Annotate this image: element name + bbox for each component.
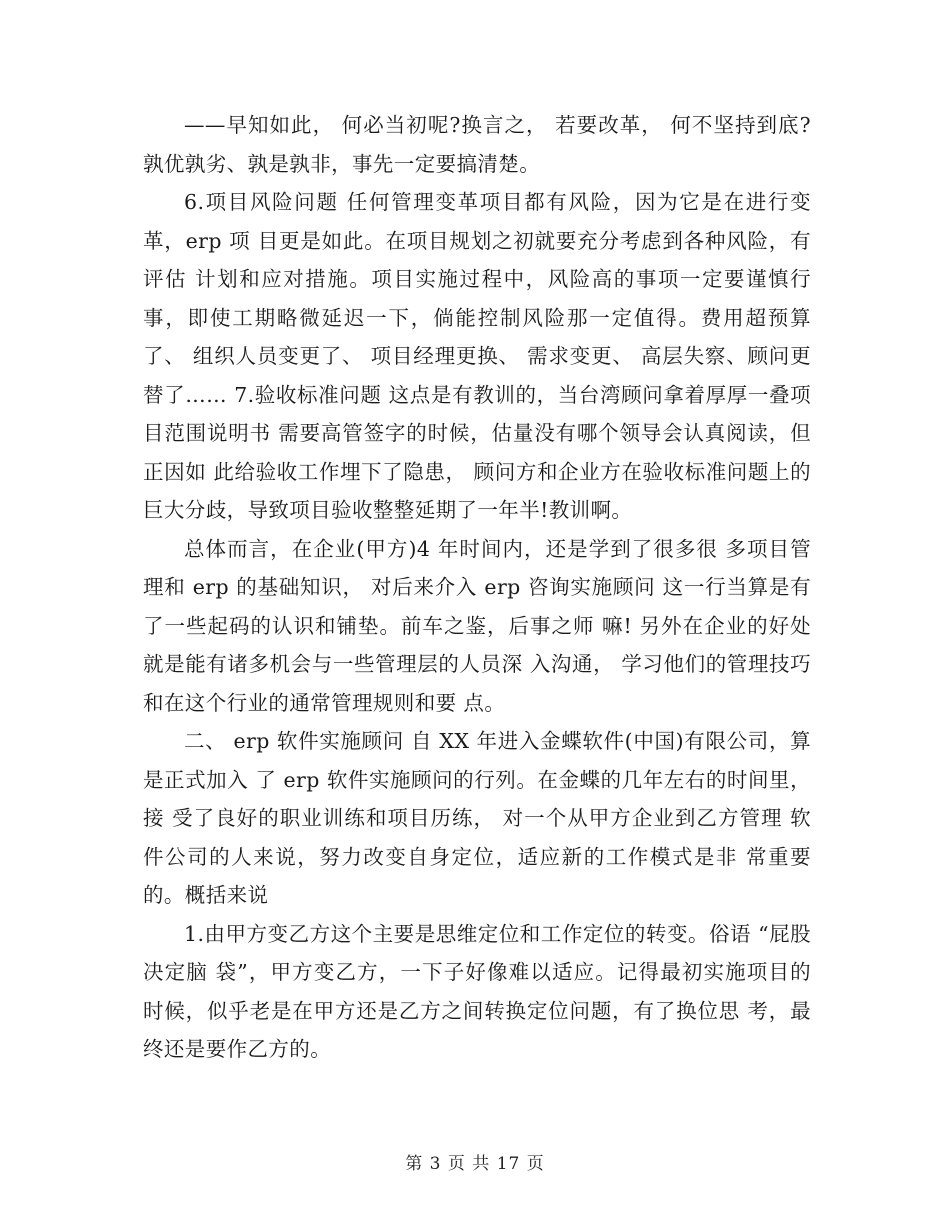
paragraph-3: 总体而言，在企业(甲方)4 年时间内，还是学到了很多很 多项目管理和 erp 的基础知识， 对后来介入 erp 咨询实施顾问 这一行当算是有了一些起码的认识和铺垫。前车之鉴，后事之师 嘛! 另外在企业的好处就是能有诸多机会与一些管理层的人员深 入沟通， 学习他们的管理技巧和在这个行业的通常管理规则和要 点。: [143, 536, 811, 715]
paragraph-4: 二、 erp 软件实施顾问 自 XX 年进入金蝶软件(中国)有限公司，算是正式加入 了 erp 软件实施顾问的行列。在金蝶的几年左右的时间里，接 受了良好的职业训练和项目历练， 对一个从甲方企业到乙方管理 软件公司的人来说，努力改变自身定位，适应新的工作模式是非 常重要的。概括来说: [143, 729, 811, 907]
page-number-footer: 第 3 页 共 17 页: [405, 1154, 545, 1174]
document-body: [143, 106, 811, 1069]
paragraph-2: 6.项目风险问题 任何管理变革项目都有风险，因为它是在进行变革，erp 项 目更是如此。在项目规划之初就要充分考虑到各种风险，有评估 计划和应对措施。项目实施过程中，风险高的事项一定要谨慎行 事，即使工期略微延迟一下，倘能控制风险那一定值得。费用超预算了、 组织人员变更了、 项目经理更换、 需求变更、 高层失察、顾问更替了…… 7.验收标准问题 这点是有教训的，当台湾顾问拿着厚厚一叠项目范围说明书 需要高管签字的时候，估量没有哪个领导会认真阅读，但正因如 此给验收工作埋下了隐患， 顾问方和企业方在验收标准问题上的 巨大分歧，导致项目验收整整延期了一年半!教训啊。: [143, 190, 811, 522]
paragraph-5: 1.由甲方变乙方这个主要是思维定位和工作定位的转变。俗语 “屁股决定脑 袋”，甲方变乙方，一下子好像难以适应。记得最初实施项目的 时候，似乎老是在甲方还是乙方之间转换定位问题，有了换位思 考，最终还是要作乙方的。: [143, 921, 811, 1061]
paragraph-1: ——早知如此， 何必当初呢?换言之， 若要改革， 何不坚持到底?孰优孰劣、孰是孰非，事先一定要搞清楚。: [143, 113, 811, 176]
